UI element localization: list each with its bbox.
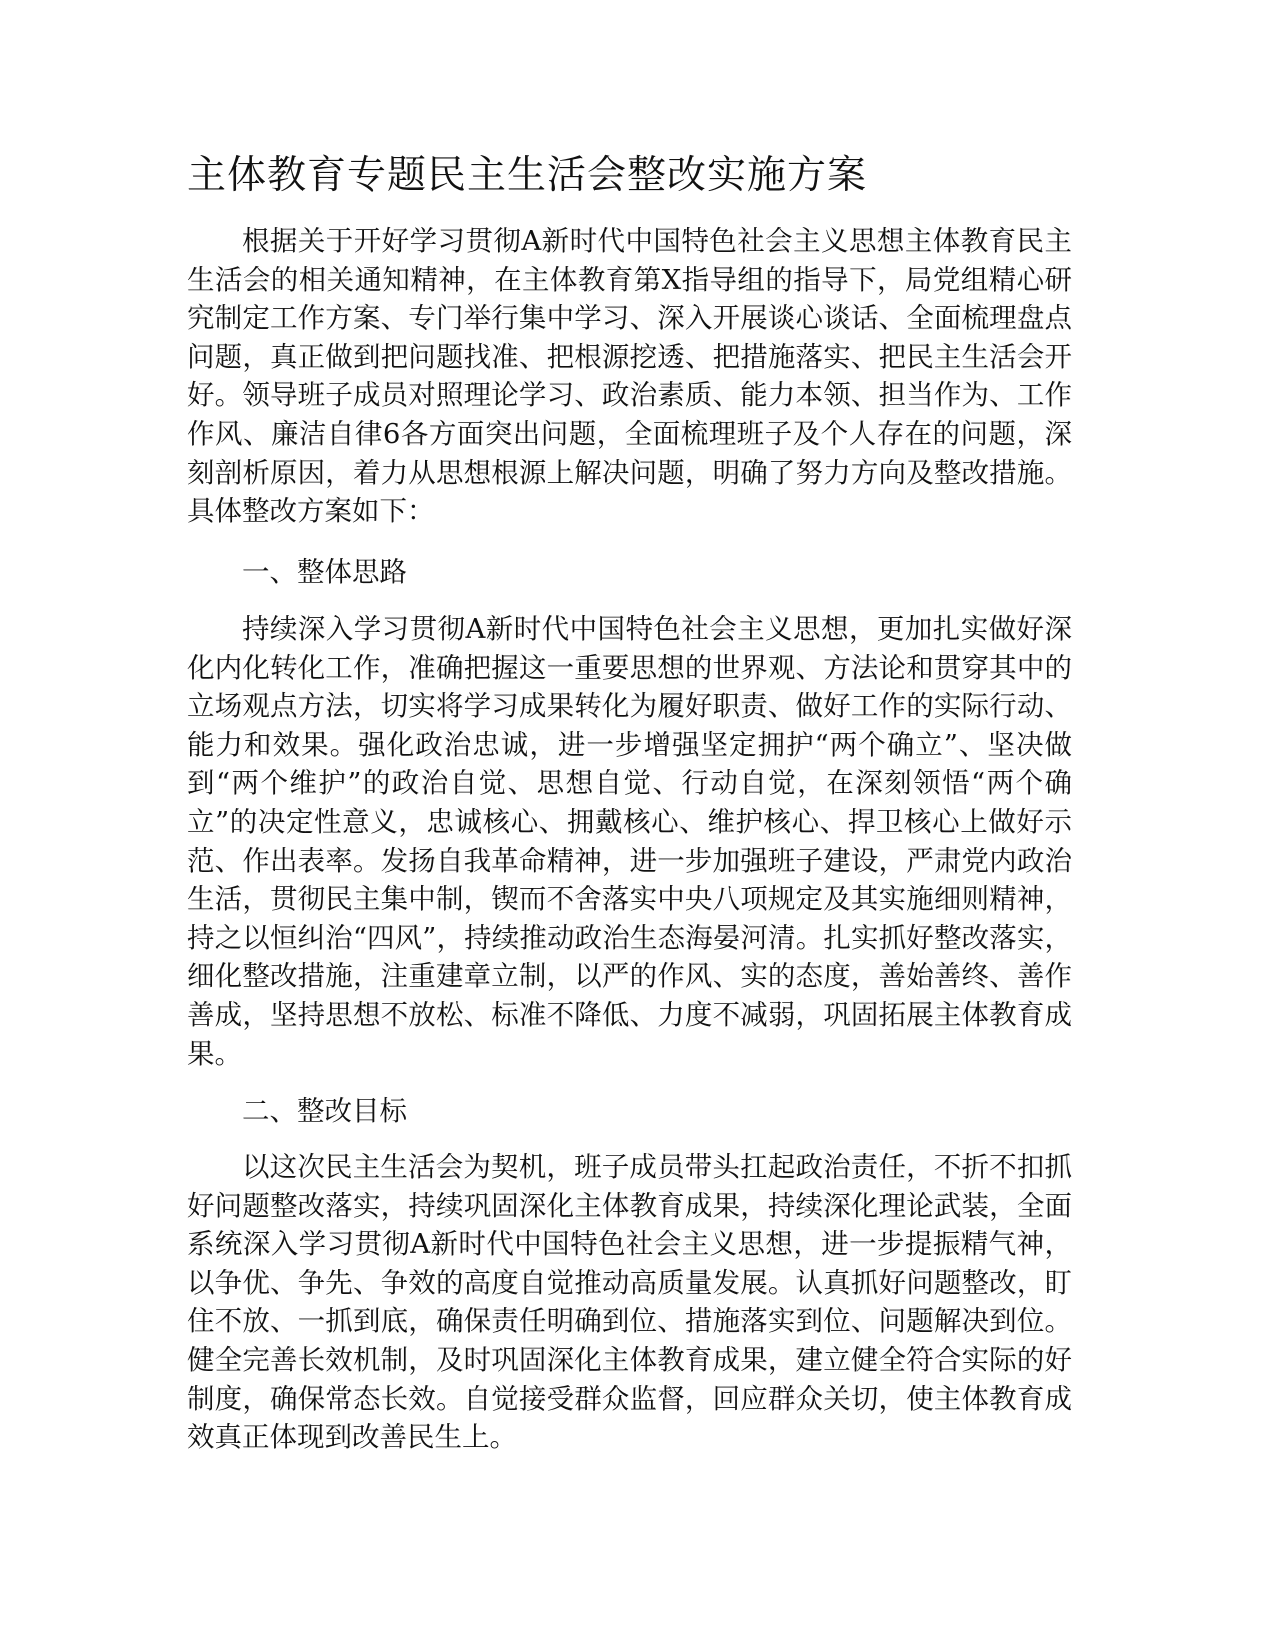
overall-approach-paragraph: 持续深入学习贯彻A新时代中国特色社会主义思想，更加扎实做好深化内化转化工作，准确把握这一重要思想的世界观、方法论和贯穿其中的立场观点方法，切实将学习成果转化为履好职责、做好工作的实际行动、能力和效果。强化政治忠诚，进一步增强坚定拥护“两个确立”、坚决做到“两个维护”的政治自觉、思想自觉、行动自觉，在深刻领悟“两个确立”的决定性意义，忠诚核心、拥戴核心、维护核心、捍卫核心上做好示范、作出表率。发扬自我革命精神，进一步加强班子建设，严肃党内政治生活，贯彻民主集中制，锲而不舍落实中央八项规定及其实施细则精神，持之以恒纠治“四风”，持续推动政治生态海晏河清。扎实抓好整改落实，细化整改措施，注重建章立制，以严的作风、实的态度，善始善终、善作善成，坚持思想不放松、标准不降低、力度不减弱，巩固拓展主体教育成果。: [187, 613, 1072, 1070]
section-heading-rectification-goals: 二、整改目标: [242, 1095, 407, 1127]
rectification-goals-section: [187, 1148, 1072, 1457]
document-title: 主体教育专题民主生活会整改实施方案: [187, 153, 868, 198]
section-rectification-goals: [187, 1092, 1072, 1131]
rectification-goals-paragraph: 以这次民主生活会为契机，班子成员带头扛起政治责任，不折不扣抓好问题整改落实，持续巩固深化主体教育成果，持续深化理论武装，全面系统深入学习贯彻A新时代中国特色社会主义思想，进一步提振精气神，以争优、争先、争效的高度自觉推动高质量发展。认真抓好问题整改，盯住不放、一抓到底，确保责任明确到位、措施落实到位、问题解决到位。健全完善长效机制，及时巩固深化主体教育成果，建立健全符合实际的好制度，确保常态长效。自觉接受群众监督，回应群众关切，使主体教育成效真正体现到改善民生上。: [187, 1151, 1072, 1454]
intro-section: [187, 222, 1072, 531]
section-heading-overall-approach: 一、整体思路: [242, 556, 407, 588]
overall-approach-section: [187, 610, 1072, 1073]
section-overall-approach: [187, 553, 1072, 592]
intro-paragraph: 根据关于开好学习贯彻A新时代中国特色社会主义思想主体教育民主生活会的相关通知精神，在主体教育第X指导组的指导下，局党组精心研究制定工作方案、专门举行集中学习、深入开展谈心谈话、全面梳理盘点问题，真正做到把问题找准、把根源挖透、把措施落实、把民主生活会开好。领导班子成员对照理论学习、政治素质、能力本领、担当作为、工作作风、廉洁自律6各方面突出问题，全面梳理班子及个人存在的问题，深刻剖析原因，着力从思想根源上解决问题，明确了努力方向及整改措施。具体整改方案如下：: [187, 225, 1072, 528]
